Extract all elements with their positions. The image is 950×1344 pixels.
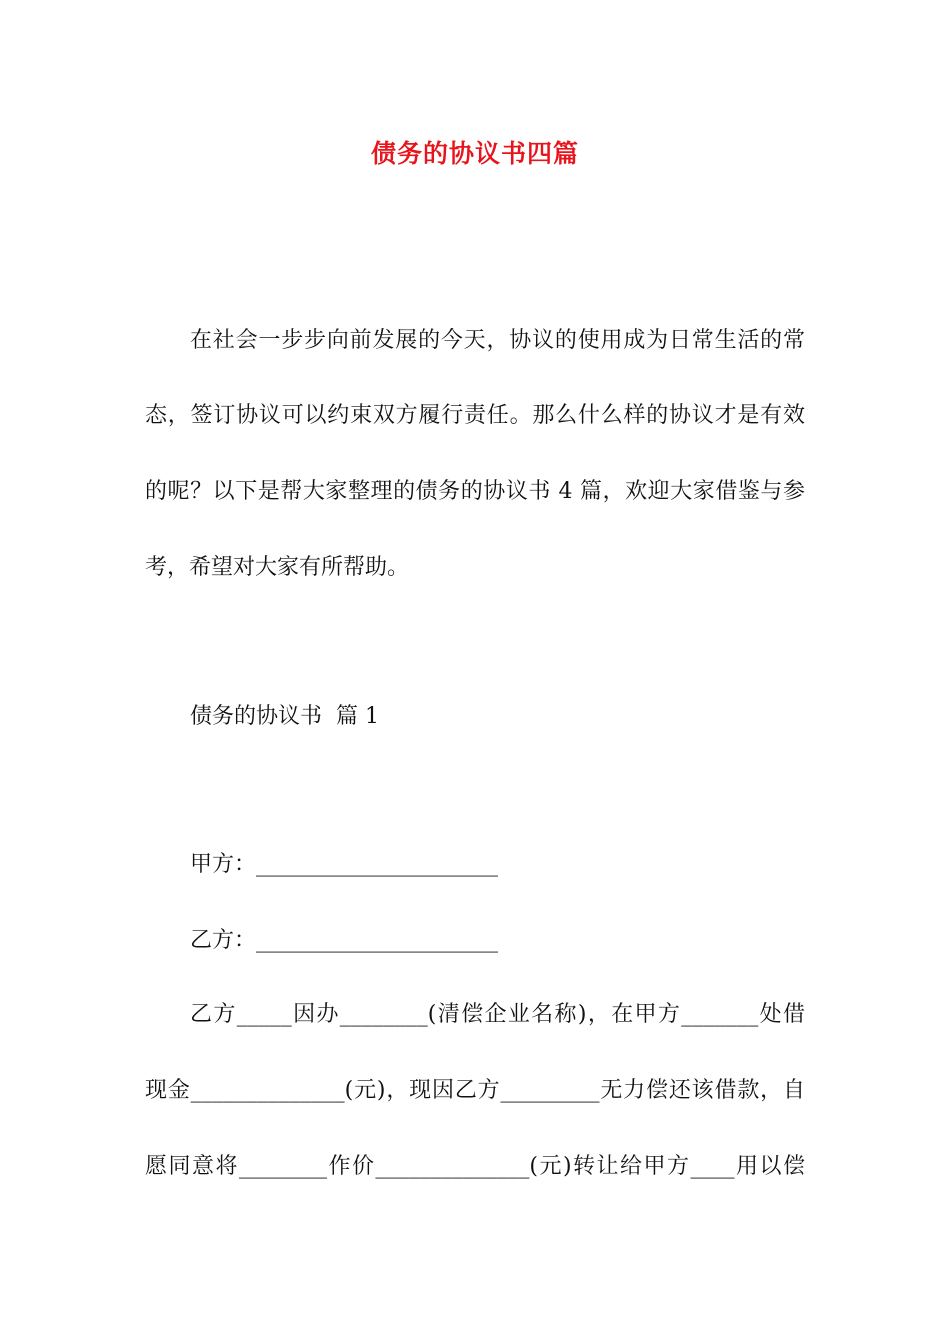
- body-line-3: 愿同意将________作价______________(元)转让给甲方____用以偿: [145, 1154, 805, 1179]
- intro-line-1: 在社会一步步向前发展的今天，协议的使用成为日常生活的常: [190, 328, 805, 353]
- intro-line-4: 考，希望对大家有所帮助。: [145, 555, 410, 580]
- intro-line-3: 的呢？以下是帮大家整理的债务的协议书 4 篇，欢迎大家借鉴与参: [145, 479, 805, 504]
- document-title: 债务的协议书四篇: [370, 139, 579, 168]
- intro-line-2: 态，签订协议可以约束双方履行责任。那么什么样的协议才是有效: [145, 403, 805, 428]
- party-b-line: 乙方：______________________: [190, 928, 499, 953]
- body-line-2: 现金______________(元)，现因乙方_________无力偿还该借款，自: [145, 1078, 805, 1103]
- body-line-1: 乙方_____因办________(清偿企业名称)，在甲方_______处借: [190, 1002, 805, 1027]
- section-heading: 债务的协议书 篇 1: [190, 704, 379, 729]
- party-a-line: 甲方：______________________: [190, 852, 499, 877]
